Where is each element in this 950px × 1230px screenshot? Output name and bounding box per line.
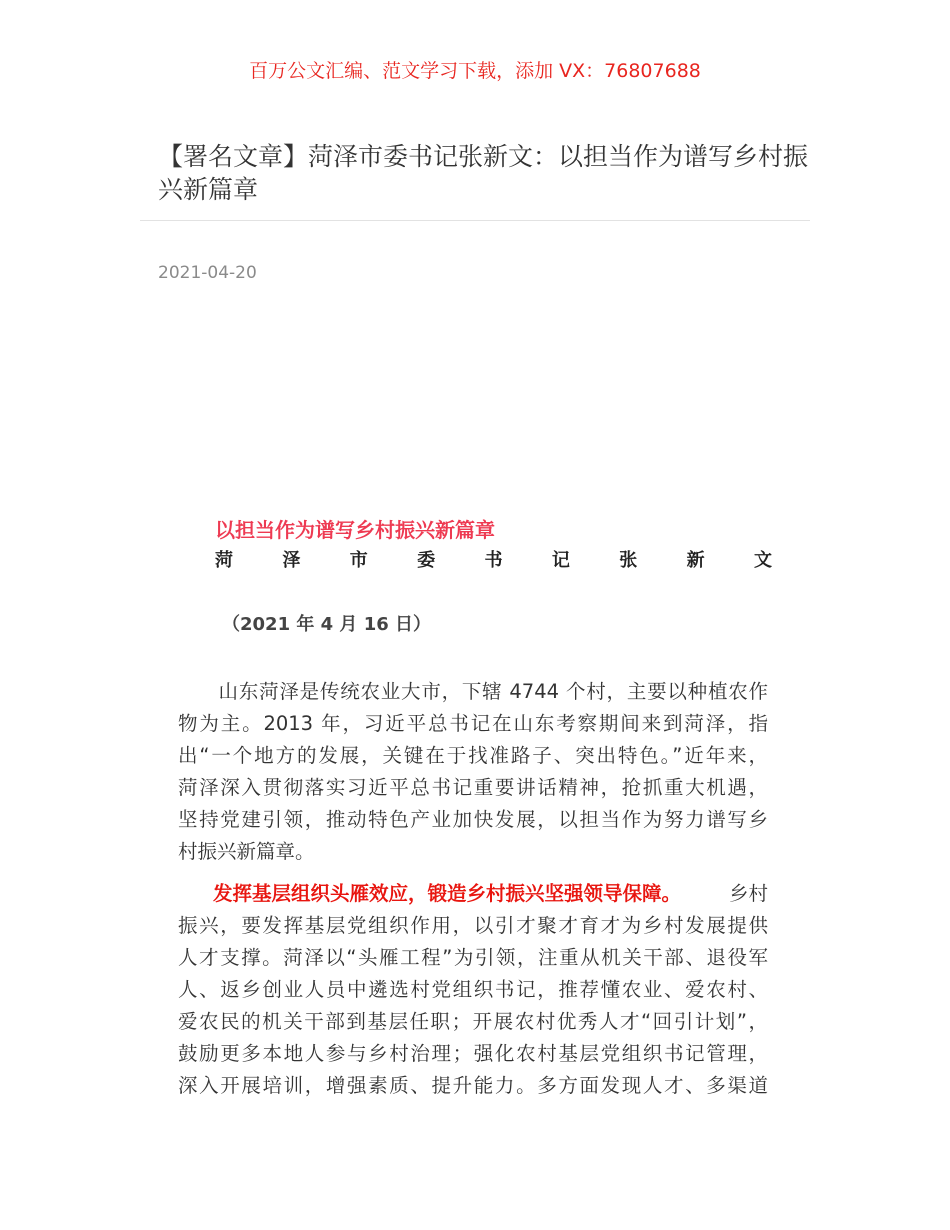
speech-date: （2021 年 4 月 16 日） — [222, 614, 432, 635]
divider — [140, 220, 810, 221]
author-char: 张 — [619, 550, 638, 571]
body-line: 出“一个地方的发展，关键在于找准路子、突出特色。”近年来， — [178, 744, 768, 767]
body-line: 爱农民的机关干部到基层任职；开展农村优秀人才“回引计划”， — [178, 1010, 768, 1033]
author-char: 委 — [417, 550, 436, 571]
author-char: 泽 — [282, 550, 301, 571]
body-line: 菏泽深入贯彻落实习近平总书记重要讲话精神，抢抓重大机遇， — [178, 776, 768, 799]
body-line: 物为主。2013 年，习近平总书记在山东考察期间来到菏泽，指 — [178, 712, 768, 735]
body-line: 深入开展培训，增强素质、提升能力。多方面发现人才、多渠道 — [178, 1074, 768, 1097]
article-subtitle: 以担当作为谱写乡村振兴新篇章 — [215, 518, 495, 542]
publish-date: 2021-04-20 — [158, 263, 257, 283]
body-line: 人才支撑。菏泽以“头雁工程”为引领，注重从机关干部、退役军 — [178, 946, 768, 969]
author-char: 菏 — [215, 550, 233, 571]
author-char: 文 — [754, 550, 772, 571]
author-char: 新 — [686, 550, 705, 571]
body-line: 山东菏泽是传统农业大市，下辖 4744 个村，主要以种植农作 — [178, 680, 768, 703]
body-line: 振兴，要发挥基层党组织作用，以引才聚才育才为乡村发展提供 — [178, 914, 768, 937]
section-heading: 发挥基层组织头雁效应，锻造乡村振兴坚强领导保障。 — [213, 882, 682, 905]
author-char: 书 — [484, 550, 503, 571]
page-title: 【署名文章】菏泽市委书记张新文：以担当作为谱写乡村振兴新篇章 — [158, 142, 809, 204]
body-line: 鼓励更多本地人参与乡村治理；强化农村基层党组织书记管理， — [178, 1042, 768, 1065]
author-line — [215, 546, 772, 572]
promo-banner: 百万公文汇编、范文学习下载，添加 VX：76807688 — [249, 60, 701, 82]
body-line: 人、返乡创业人员中遴选村党组织书记，推荐懂农业、爱农村、 — [178, 978, 768, 1001]
author-char: 市 — [349, 550, 368, 571]
body-line — [213, 878, 768, 906]
body-line: 坚持党建引领，推动特色产业加快发展，以担当作为努力谱写乡 — [178, 808, 768, 831]
body-text: 乡村 — [728, 882, 768, 905]
author-char: 记 — [551, 550, 570, 571]
body-line: 村振兴新篇章。 — [178, 840, 315, 863]
